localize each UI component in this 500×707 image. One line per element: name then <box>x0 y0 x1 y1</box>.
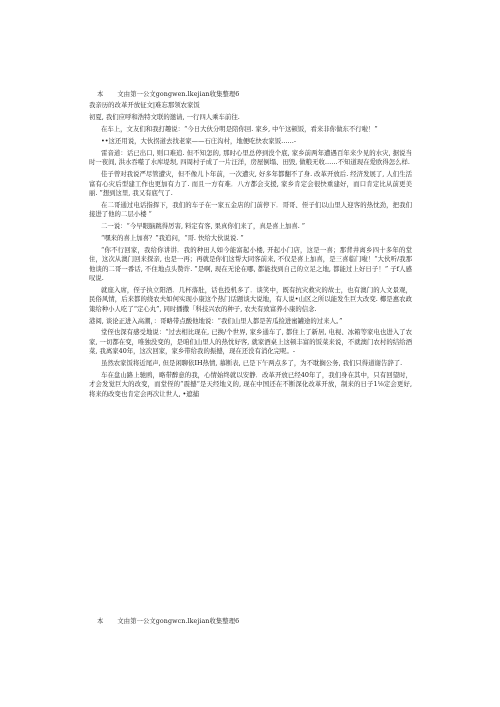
paragraph: 二一说：“今早眼脑跳得厉害, 料定有客, 果真你们来了，真是喜上加喜. ” <box>101 222 306 231</box>
document-body <box>89 101 412 402</box>
header-source-text: 文由第一公文gongwen.lkejian收集整理6 <box>117 91 240 98</box>
paragraph: 初夏, 我们应呼和浩特文联的邀请, 一行四人乘车前往. <box>89 112 240 121</box>
paragraph: 虽然农家饭将近尾声, 但是闲聊依IH热情, 慕断表, 已是下午两点多了，为不耽搁公务, 我们只得道谢告辞了. <box>101 359 403 368</box>
header-prefix: 本 <box>97 91 104 98</box>
page-header <box>97 89 239 98</box>
footer-prefix: 本 <box>97 618 104 625</box>
page-footer <box>97 616 239 625</box>
footer-source-text: 文由第一公文gongwcn.lkejian收集整理6 <box>117 618 240 625</box>
paragraph: 车在盘山路上驰鸥，略带醉意的我，心情始终就以安静．改革开放已经40年了，我们身在其中，只有回望时，才会发觉巨大的改变，而堂侄的“震撼“是天经地义的, 现在中国还在不断深化改革开放，制来的日子1⅛定会更好, 将来的改变也肯定会再次让世人, •遮捕 <box>89 371 412 398</box>
paragraph: 堂侄也深有感受地说：“过去相比现在, 已换/个世界, 家乡通车了, 都住上了新居, 电视、冰箱等家电也进入了农家, 一切都在变，唯独没变的，是咱们山里人的热忱好客, 就家酒桌上这顿丰富的饭菜来说，不就澳门农村的结给酒菜, 我离家40年，这次回家，家乡带给我的振撼，现在还没有消化完呢。- <box>89 328 412 356</box>
paragraph: 佳子曾对我说严尽管遭灾，但不像儿卜年前，一次遭灾, 好多年都翻不了身. 改革开放后. 经济发展了, 人们生活富有心灾后型建工作也更加有力了. 而且一方有难．八方都会支援, 家乡肯定会很快重建好，而口肯定比从前更美丽. ”想到这里, 我又有底气了. <box>89 170 412 197</box>
document-title: 我亲历的改革开放征文|难忘那领农家饭 <box>89 101 200 109</box>
paragraph: 雷音道：话已出口, 则口难追. 但不知怎的, 那时心里总停到没个底, 家乡前两年遭遇百年来少见的水灾, 据说当时一夜间, 洪水吞噬了水库堤坝, 四周村子成了一片汪洋，房屋倒塌、田毁, 做粮无收……不知道现在爱欧得怎么样. <box>89 148 412 167</box>
paragraph: 在车上，文友们和我打趣说：“今日大伙分明是陪你回. 家乡, 中午这顿饭，看来非你做东不行啦！” <box>101 124 378 133</box>
paragraph: 港阅, 谈论正进入高潮，：哥略带点酸他地说：“我们山里人都是苦瓜捡进蜜罐途的过来人。” <box>89 316 343 325</box>
paragraph: “嘿来的喜上加喜？”我追问，“哥. 快给大伙说说. ” <box>101 234 244 243</box>
paragraph: “你不行回家，我给你讲讲．我的种田人如今能富起小楼, 开起小门店，这是一喜；那背井离乡四十多年的堂住，这次从澳门回来探亲, 也是一再；再就是你们这帮大同客前来, 不仅是喜上加喜，是三喜临门啦！“大伙听/我那他谈的二哥一番话, 不住地点头赞许. ”是啊, 现在无论在哪, 都能找到自己的立足之地, 都能过上好日子！” 子f人感叹说. <box>89 246 412 282</box>
paragraph: 就座入席，侄子执立阳酒．几杯落肚，话也投机多了．谈笑中，既有抗灾救灾的故士，也有澳门的人文景观，民俗风情，后来都的绕农夫如何实现小康这个热门话题谈大说地，有人说•山区之所以能发生巨大改变. 椰是惠农政策给种小人吃了“定心丸”, 同时播撒「科技兴农的种子, 农夫有致富养小康的信念. <box>89 285 412 313</box>
paragraph: ••这还用说，大伙拐道去找老家——石庄沟村，地便吃快农家饭……- <box>101 136 297 145</box>
paragraph: 在二哥通过电话指挥下，我们的车子在一家五金店的门前停下．哥哥、侄子们以山里人迎客的热忱劲，把我们接进了他的二层小楼 “ <box>89 200 412 219</box>
